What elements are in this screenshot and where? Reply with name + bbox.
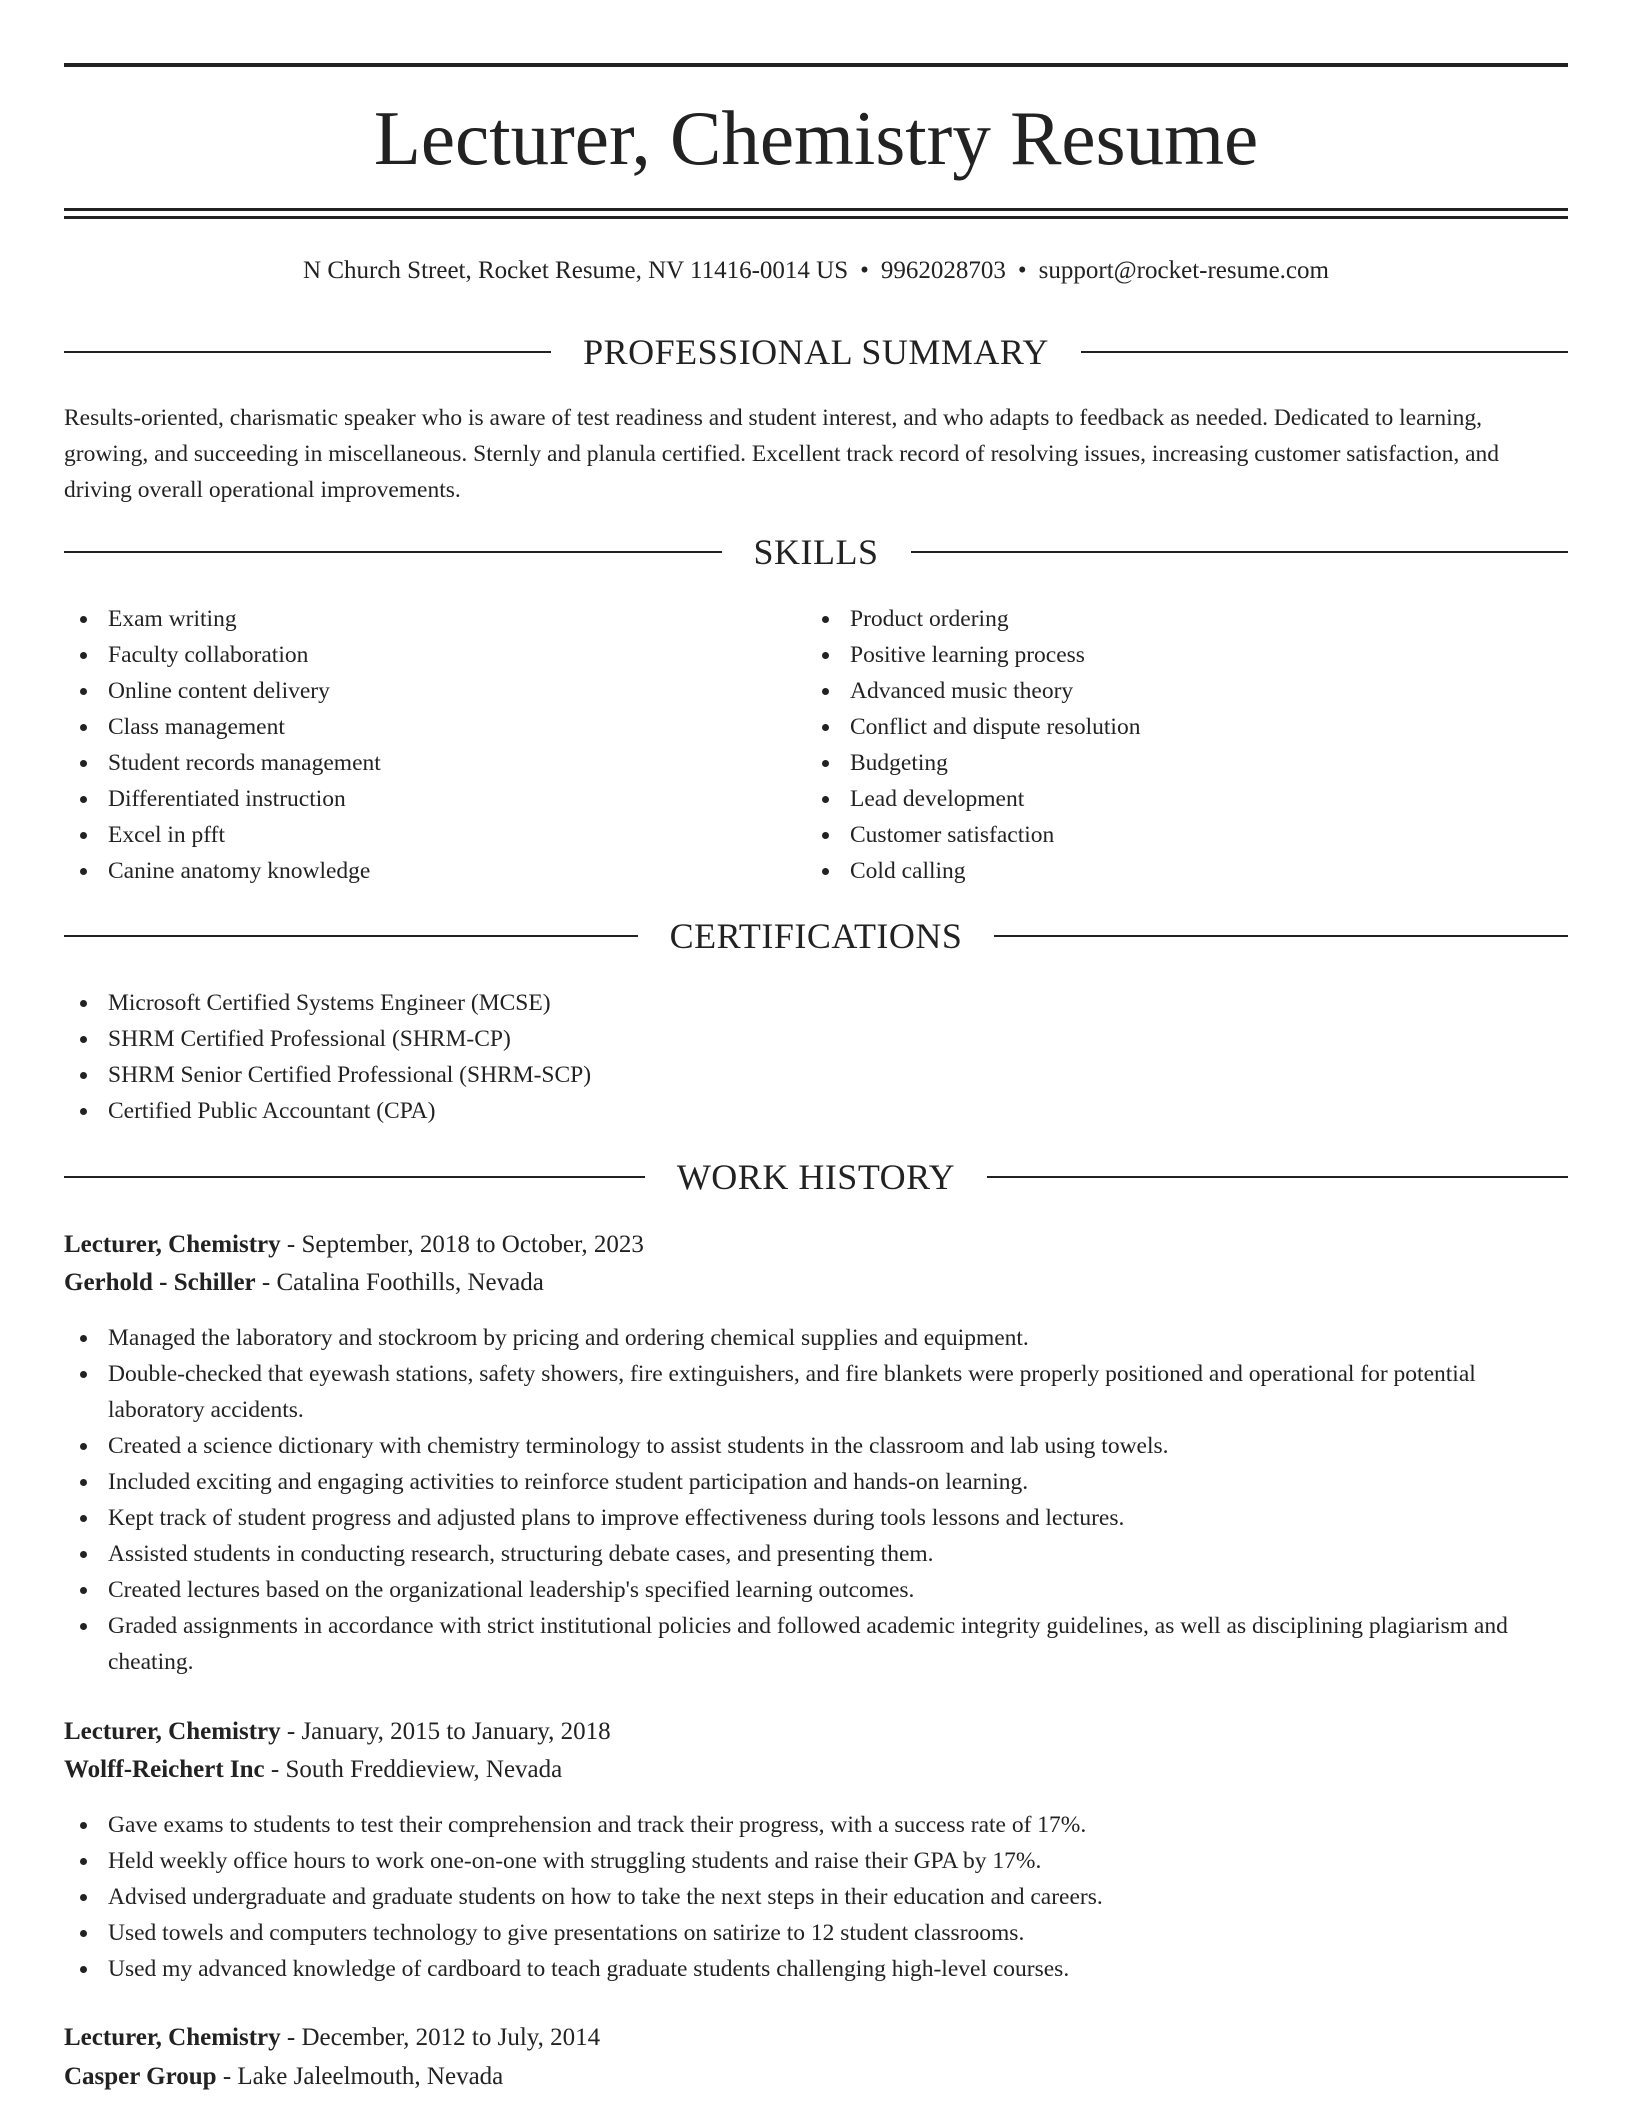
skill-item: Lead development [806, 781, 1566, 817]
job-title-line [64, 1226, 1568, 1264]
skill-item: Student records management [64, 745, 784, 781]
job-duty-item: Assisted students in conducting research, structuring debate cases, and presenting them. [64, 1536, 1568, 1572]
section-rule-left [64, 1176, 645, 1178]
title-rule-lower [64, 216, 1568, 219]
section-header-work-history [64, 1155, 1568, 1199]
skill-item: Canine anatomy knowledge [64, 853, 784, 889]
job-employer: Casper Group [64, 2063, 217, 2090]
job-employer-line [64, 1264, 1568, 1302]
section-rule-right [987, 1176, 1568, 1178]
certifications-list [64, 985, 1568, 1129]
section-rule-left [64, 551, 722, 553]
job-duties-list [64, 1320, 1568, 1680]
job-duty-item: Managed the laboratory and stockroom by pricing and ordering chemical supplies and equipment. [64, 1320, 1568, 1356]
skill-item: Positive learning process [806, 637, 1566, 673]
job-title: Lecturer, Chemistry [64, 1718, 281, 1745]
skill-item: Exam writing [64, 601, 784, 637]
job-duty-item: Advised undergraduate and graduate students on how to take the next steps in their education and careers. [64, 1879, 1568, 1915]
section-header-certifications [64, 914, 1568, 958]
job-location: - South Freddieview, Nevada [264, 1756, 563, 1783]
section-title-summary: PROFESSIONAL SUMMARY [583, 332, 1049, 372]
skill-item: Budgeting [806, 745, 1566, 781]
job-dates: - December, 2012 to July, 2014 [280, 2024, 601, 2051]
skill-item: Class management [64, 709, 784, 745]
skill-item: Online content delivery [64, 673, 784, 709]
skill-item: Cold calling [806, 853, 1566, 889]
skill-item: Excel in pfft [64, 817, 784, 853]
section-rule-left [64, 351, 551, 353]
job-employer-line [64, 1751, 1568, 1789]
job-duty-item: Held weekly office hours to work one-on-one with struggling students and raise their GPA by 17%. [64, 1843, 1568, 1879]
contact-address: N Church Street, Rocket Resume, NV 11416-0014 US [303, 257, 849, 284]
summary-text: Results-oriented, charismatic speaker who is aware of test readiness and student interest, and who adapts to feedback as needed. Dedicated to learning, growing, and succeeding in miscellaneous. Sternly and planula certified. Excellent track record of resolving issues, increasing customer satisfaction, and driving overall operational improvements. [64, 405, 1500, 503]
job-title-line [64, 1713, 1568, 1751]
certification-item: SHRM Certified Professional (SHRM-CP) [64, 1021, 1568, 1057]
job-duty-item: Created lectures based on the organizational leadership's specified learning outcomes. [64, 1572, 1568, 1608]
job-duty-item: Used towels and computers technology to give presentations on satirize to 12 student classrooms. [64, 1915, 1568, 1951]
section-header-summary [64, 330, 1568, 374]
job-duty-item: Double-checked that eyewash stations, safety showers, fire extinguishers, and fire blankets were properly positioned and operational for potential laboratory accidents. [64, 1356, 1568, 1428]
title-rule-upper [64, 208, 1568, 211]
job-duty-item: Graded assignments in accordance with strict institutional policies and followed academic integrity guidelines, as well as disciplining plagiarism and cheating. [64, 1608, 1568, 1680]
skill-item: Advanced music theory [806, 673, 1566, 709]
section-title-skills: SKILLS [753, 532, 879, 572]
section-rule-right [1081, 351, 1568, 353]
skill-item: Conflict and dispute resolution [806, 709, 1566, 745]
section-rule-right [911, 551, 1569, 553]
skill-item: Product ordering [806, 601, 1566, 637]
section-title-certifications: CERTIFICATIONS [669, 916, 963, 956]
certification-item: Microsoft Certified Systems Engineer (MCSE) [64, 985, 1568, 1021]
job-duty-item: Gave exams to students to test their comprehension and track their progress, with a success rate of 17%. [64, 1807, 1568, 1843]
job-dates: - September, 2018 to October, 2023 [280, 1231, 644, 1258]
section-title-work-history: WORK HISTORY [676, 1157, 956, 1197]
contact-separator: • [860, 257, 869, 284]
skill-item: Differentiated instruction [64, 781, 784, 817]
certification-item: SHRM Senior Certified Professional (SHRM-SCP) [64, 1057, 1568, 1093]
job-duty-item: Created a science dictionary with chemistry terminology to assist students in the classroom and lab using towels. [64, 1428, 1568, 1464]
job-dates: - January, 2015 to January, 2018 [280, 1718, 611, 1745]
job-location: - Lake Jaleelmouth, Nevada [216, 2063, 504, 2090]
job-employer: Gerhold - Schiller [64, 1269, 256, 1296]
section-header-skills [64, 530, 1568, 574]
resume-title: Lecturer, Chemistry Resume [373, 95, 1259, 181]
job-duties-list [64, 1807, 1568, 1987]
contact-separator: • [1017, 257, 1027, 284]
job-location: - Catalina Foothills, Nevada [255, 1269, 544, 1296]
certification-item: Certified Public Accountant (CPA) [64, 1093, 1568, 1129]
contact-email: support@rocket-resume.com [1038, 257, 1329, 284]
skills-list-left [64, 601, 784, 889]
job-duty-item: Used my advanced knowledge of cardboard to teach graduate students challenging high-level courses. [64, 1951, 1568, 1987]
section-rule-left [64, 935, 638, 937]
job-title-line [64, 2019, 1568, 2057]
skill-item: Faculty collaboration [64, 637, 784, 673]
skill-item: Customer satisfaction [806, 817, 1566, 853]
job-title: Lecturer, Chemistry [64, 2024, 281, 2051]
skills-list-right [806, 601, 1566, 889]
job-employer: Wolff-Reichert Inc [64, 1756, 265, 1783]
job-duty-item: Included exciting and engaging activities to reinforce student participation and hands-on learning. [64, 1464, 1568, 1500]
contact-line [64, 254, 1568, 288]
contact-phone: 9962028703 [880, 257, 1006, 284]
section-rule-right [994, 935, 1568, 937]
job-duty-item: Kept track of student progress and adjusted plans to improve effectiveness during tools lessons and lectures. [64, 1500, 1568, 1536]
top-rule [64, 63, 1568, 67]
job-title: Lecturer, Chemistry [64, 1231, 281, 1258]
job-employer-line [64, 2058, 1568, 2096]
